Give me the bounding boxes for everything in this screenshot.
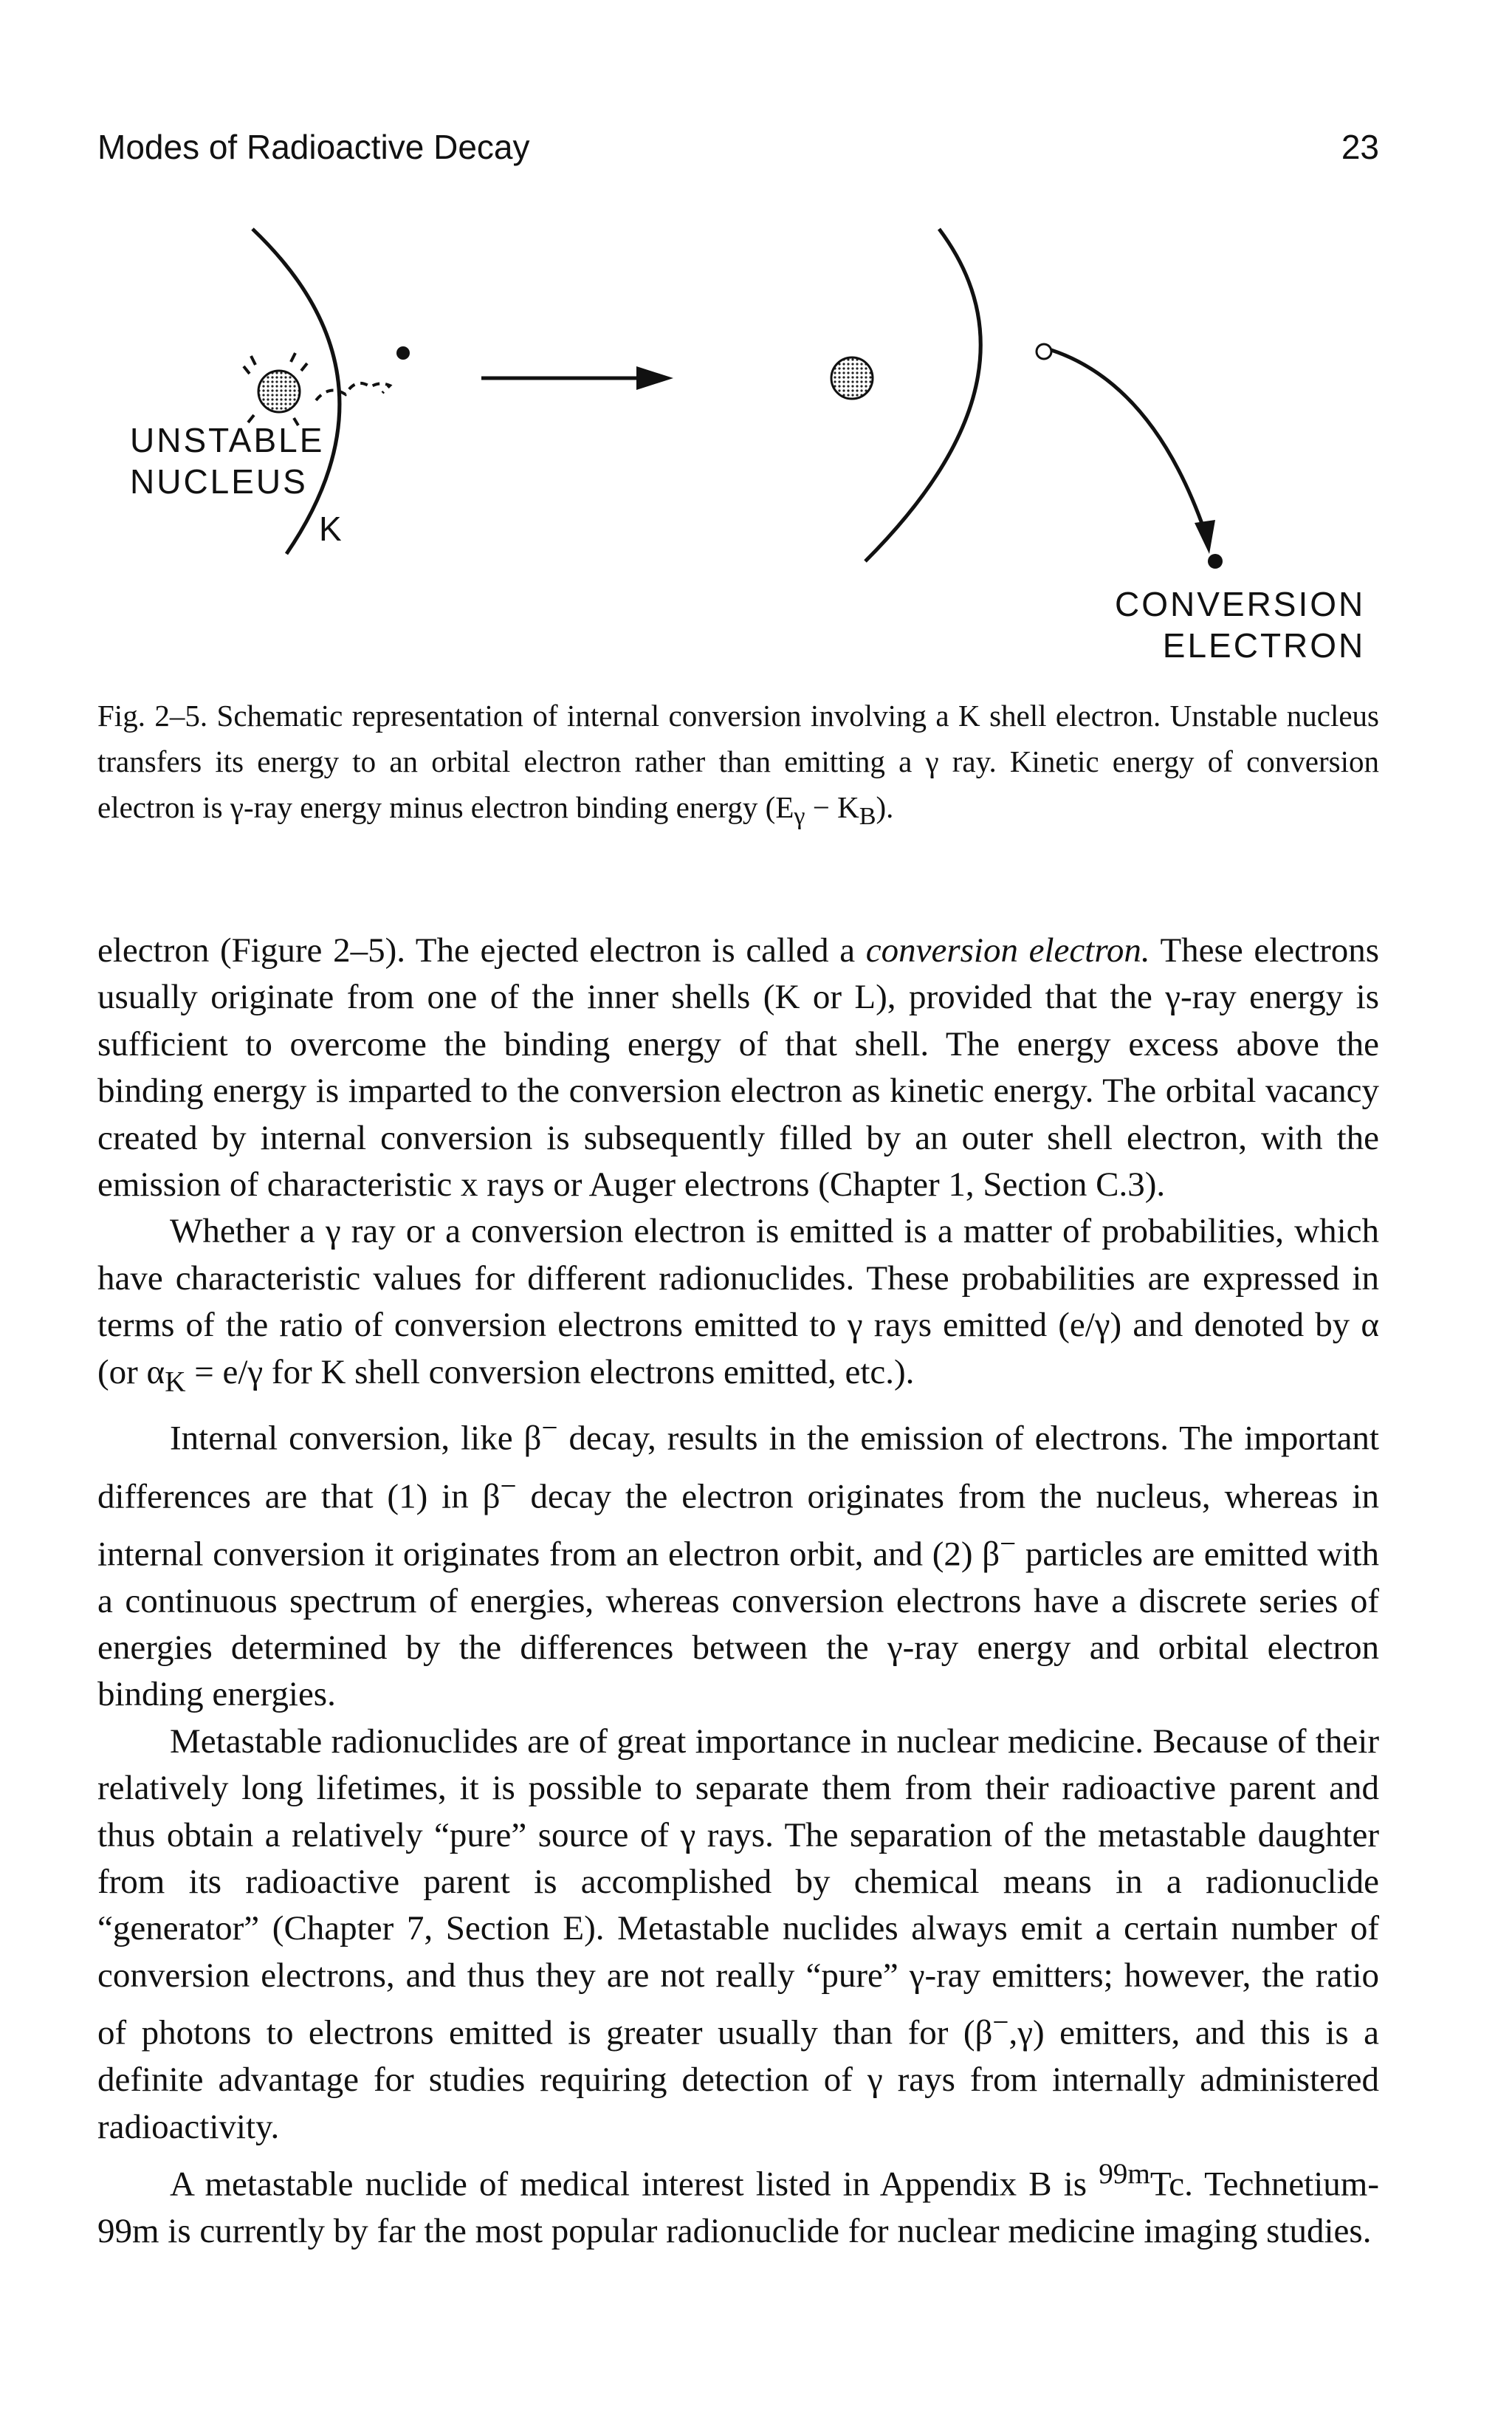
label-unstable-line1: UNSTABLE — [130, 421, 325, 459]
transition-arrow-icon — [481, 366, 673, 390]
p3-sup-1: − — [541, 1412, 558, 1445]
vacancy-circle-icon — [1037, 344, 1051, 359]
page-number: 23 — [1341, 128, 1379, 166]
p3-text-a: Internal conversion, like β — [170, 1419, 542, 1459]
paragraph-1 — [97, 928, 1379, 1208]
paragraph-3 — [97, 1405, 1379, 1718]
p2-subscript: K — [165, 1366, 186, 1398]
figure-caption — [97, 693, 1379, 840]
label-conversion-electron — [1115, 583, 1365, 666]
unstable-nucleus-icon — [244, 353, 390, 425]
p1-text-a: electron (Figure 2–5). The ejected electron is called a — [97, 931, 866, 970]
caption-end: ). — [876, 790, 894, 824]
p4-text-b: ,γ) emitters, and this is a definite advantage for studies requiring detection of γ rays from internally administered radioactivity. — [97, 2013, 1379, 2146]
p5-text-a: A metastable nuclide of medical interest listed in Appendix B is — [170, 2165, 1099, 2204]
body-text — [97, 928, 1379, 2255]
label-conversion-line1: CONVERSION — [1115, 585, 1366, 623]
p5-text-b: Tc. Technetium-99m is currently by far the most popular radionuclide for nuclear medicine imaging studies. — [97, 2165, 1380, 2251]
paragraph-4 — [97, 1719, 1379, 2151]
caption-minus: − K — [805, 790, 859, 824]
p4-sup: − — [992, 2007, 1009, 2039]
caption-text: Schematic representation of internal conversion involving a K shell electron. Unstable nucleus transfers its energy to an orbital electron rather than emitting a γ ray. Kinetic energy of conversion electron is γ-ray energy minus electron binding energy (E — [97, 699, 1379, 824]
p1-emphasis: conversion electron. — [865, 931, 1150, 970]
label-unstable — [130, 419, 324, 502]
stable-nucleus-icon — [831, 357, 873, 399]
p5-sup: 99m — [1099, 2158, 1150, 2190]
figure-2-5 — [97, 207, 1379, 694]
caption-sub-b: B — [859, 803, 876, 831]
p4-text-a: Metastable radionuclides are of great importance in nuclear medicine. Because of their relatively long lifetimes, it is possible to separate them from their radioactive parent and thus obtain a relatively “pure” source of γ rays. The separation of the metastable daughter from its radioactive parent is accomplished by chemical means in a radionuclide “generator” (Chapter 7, Section E). Metastable nuclides always emit a certain number of conversion electrons, and thus they are not really “pure” γ-ray emitters; however, the ratio of photons to electrons emitted is greater usually than for (β — [97, 1721, 1379, 2052]
conversion-electron-dot — [1208, 554, 1223, 569]
p2-text-b: = e/γ for K shell conversion electrons emitted, etc.). — [185, 1352, 915, 1391]
label-k-shell: K — [319, 510, 344, 548]
caption-fig-number: Fig. 2–5. — [97, 699, 208, 733]
caption-sub-gamma: γ — [794, 803, 805, 831]
p3-sup-2: − — [500, 1470, 517, 1502]
label-unstable-line2: NUCLEUS — [130, 462, 308, 501]
p3-sup-3: − — [1000, 1527, 1017, 1560]
page-header — [97, 127, 1379, 179]
paragraph-5 — [97, 2151, 1379, 2255]
p3-text-b: decay, results in the emission of electrons. The important differences are that (1) in β — [97, 1419, 1379, 1516]
p3-text-d: particles are emitted with a continuous spectrum of energies, whereas conversion electrons have a discrete series of energies determined by the differences between the γ-ray energy and orbital electron binding energies. — [97, 1535, 1379, 1714]
p3-text-c: decay the electron originates from the nucleus, whereas in internal conversion it originates from an electron orbit, and (2) β — [97, 1477, 1379, 1574]
p2-text-a: Whether a γ ray or a conversion electron is emitted is a matter of probabilities, which have characteristic values for different radionuclides. These probabilities are expressed in terms of the ratio of conversion electrons emitted to γ rays emitted (e/γ) and denoted by α (or α — [97, 1212, 1379, 1391]
k-electron-dot-left — [396, 346, 410, 360]
label-conversion-line2: ELECTRON — [1162, 626, 1366, 665]
paragraph-2 — [97, 1208, 1379, 1405]
running-head: Modes of Radioactive Decay — [97, 128, 530, 166]
p1-text-b: These electrons usually originate from one of the inner shells (K or L), provided that the γ-ray energy is sufficient to overcome the binding energy of that shell. The energy excess above the binding energy is imparted to the conversion electron as kinetic energy. The orbital vacancy created by internal conversion is subsequently filled by an outer shell electron, with the emission of characteristic x rays or Auger electrons (Chapter 1, Section C.3). — [97, 931, 1380, 1205]
ejected-electron-path — [1051, 350, 1205, 532]
k-shell-arc-right — [865, 229, 980, 561]
